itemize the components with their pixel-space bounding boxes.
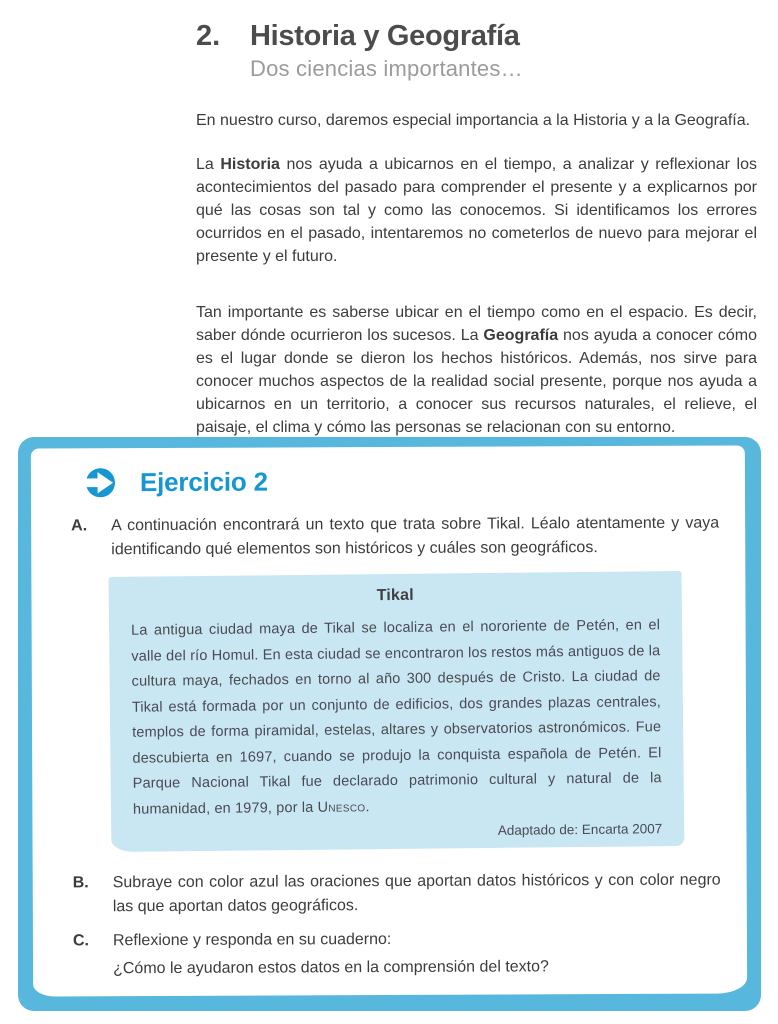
exercise-title: Ejercicio 2 xyxy=(139,466,268,497)
item-b-letter: B. xyxy=(72,874,89,892)
tikal-reading-card xyxy=(109,571,685,852)
page-subtitle: Dos ciencias importantes… xyxy=(250,56,523,81)
arrow-right-circle-icon xyxy=(85,467,116,498)
keyword-historia: Historia xyxy=(220,156,280,173)
item-b-text: Subraye con color azul las oraciones que aportan datos históricos y con color negro las que aportan datos geográficos. xyxy=(112,871,721,915)
exercise-header xyxy=(85,463,719,500)
item-c-text xyxy=(113,927,721,981)
item-a-letter: A. xyxy=(71,517,88,535)
paragraph-3-pre: Tan importante es saberse ubicar en el tiempo como en el espacio. Es decir, saber dónde ocurrieron los sucesos. La xyxy=(196,304,757,344)
reading-body-period: . xyxy=(365,798,370,815)
reading-attribution: Adaptado de: Encarta 2007 xyxy=(497,821,663,838)
reading-title: Tikal xyxy=(376,586,414,605)
exercise-box-frame xyxy=(18,437,761,1011)
section-number: 2. xyxy=(196,20,221,52)
exercise-box-content xyxy=(31,445,747,996)
keyword-geografia: Geografía xyxy=(483,327,559,344)
intro-paragraph-2 xyxy=(196,153,757,268)
intro-paragraph-3 xyxy=(196,301,757,439)
paragraph-2-post: nos ayuda a ubicarnos en el tiempo, a analizar y reflexionar los acontecimientos del pasado para comprender el presente y a explicarnos por qué las cosas son tal y como las conocemos. Si identificamos los errores ocurridos en el pasado, intentaremos no cometerlos de nuevo para mejorar el presente y el futuro. xyxy=(196,156,758,265)
paragraph-3-post: nos ayuda a conocer cómo es el lugar donde se dieron los hechos históricos. Además, nos sirve para conocer muchos aspectos de la realidad social presente, porque nos ayuda a ubicarnos en un territorio, a conocer sus recursos naturales, el relieve, el paisaje, el clima y cómo las personas se relacionan con su entorno. xyxy=(196,327,758,436)
reading-body-text: La antigua ciudad maya de Tikal se localiza en el nororiente de Petén, en el valle del río Homul. En esta ciudad se encontraron los restos más antiguos de la cultura maya, fechados en torno al año 300 después de Cristo. La ciudad de Tikal está formada por un conjunto de edificios, dos grandes plazas centrales, templos de forma piramidal, estelas, altares y observatorios astronómicos. Fue descubierta en 1697, cuando se produjo la conquista española de Petén. El Parque Nacional Tikal fue declarado patrimonio cultural y natural de la humanidad, en 1979, por la xyxy=(131,617,662,818)
item-c-instruction: Reflexione y responda en su cuaderno: xyxy=(112,930,392,950)
page-title: Historia y Geografía xyxy=(250,20,520,52)
item-c-question: ¿Cómo le ayudaron estos datos en la comprensión del texto? xyxy=(113,957,549,977)
exercise-item-b xyxy=(73,869,721,919)
lesson-title-row xyxy=(196,20,757,53)
reading-body xyxy=(131,613,662,823)
item-c-letter: C. xyxy=(72,932,89,950)
unesco-smallcaps: Unesco xyxy=(317,798,366,816)
paragraph-2-pre: La xyxy=(196,156,221,173)
item-a-text: A continuación encontrará un texto que trata sobre Tikal. Léalo atentamente y vaya identificando qué elementos son históricos y cuáles son geográficos. xyxy=(111,514,720,558)
exercise-item-a xyxy=(71,512,719,562)
lesson-intro-section xyxy=(196,0,757,439)
exercise-item-c xyxy=(73,927,721,981)
intro-paragraph-1: En nuestro curso, daremos especial importancia a la Historia y a la Geografía. xyxy=(196,112,751,129)
